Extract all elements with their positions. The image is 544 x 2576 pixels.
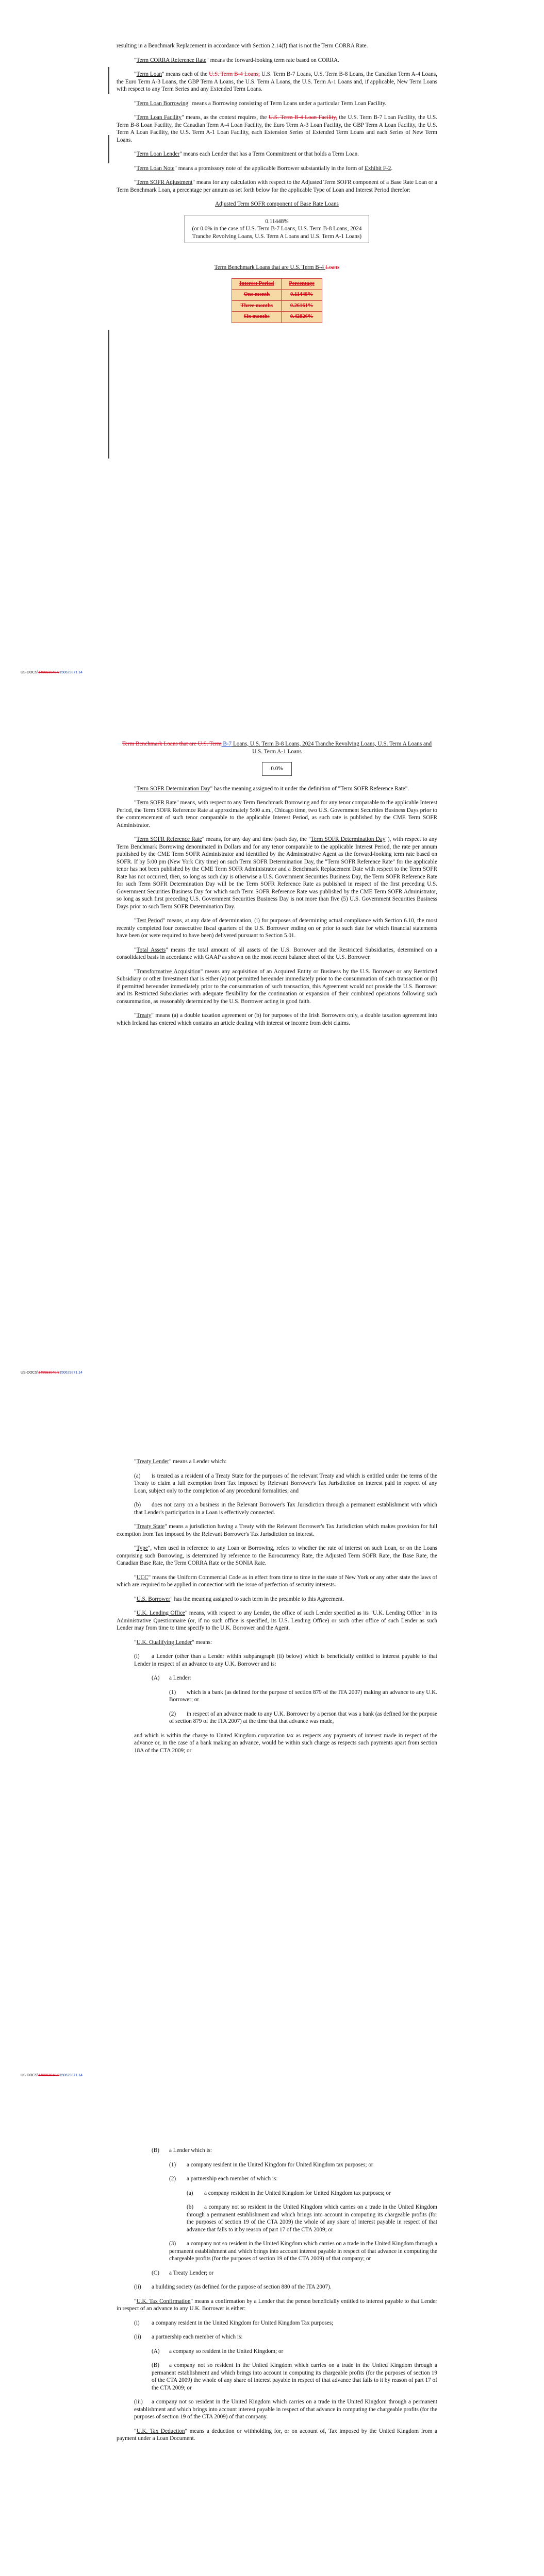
clause-b: (b) does not carry on a business in the Relevant Borrower's Tax Jurisdiction through a permanent establishment with which that Lender's participation in a Loan is effectively connected. (134, 1502, 437, 1516)
change-bar (108, 330, 109, 459)
benchmark-table-wrap (117, 278, 437, 323)
doc-footer: US-DOCS\145593040.9150629871.14 (21, 671, 83, 674)
definition-us-borrower: "U.S. Borrower" has the meaning assigned to such term in the preamble to this Agreement. (134, 1596, 344, 1602)
confirmation-B: (B) a company not so resident in the United Kingdom which carries on a trade in the United Kingdom through a permanent establishment and which brings into account in computing its chargeable profits (for the purposes of section 19 of the CTA 2009) the whole of any share of interest payable in respect of that advance that falls to it by reason of part 17 of the CTA 2009; or (152, 2362, 437, 2391)
definition-term-sofr-adjustment: "Term SOFR Adjustment" means for any calculation with respect to the Adjusted Term SOFR component of a Base Rate Loan or a Term Benchmark Loan, a percentage per annum as set forth below for the applicable Type of Loan and Interest Period therefor: (117, 179, 437, 193)
table-header: Interest Period (232, 278, 282, 290)
page-1 (0, 0, 544, 701)
adjustment-box (185, 215, 369, 244)
table-header-row (232, 278, 322, 290)
clause-a: (a) is treated as a resident of a Treaty State for the purposes of the relevant Treaty and which is entitled under the terms of the Treaty to claim a full exemption from Tax imposed by Relevant Borrower's Tax Jurisdiction on interest paid in respect of any Loan, subject only to the completion of any procedural formalities; and (134, 1472, 437, 1494)
definition-test-period: "Test Period" means, at any date of determination, (i) for purposes of determining actual compliance with Section 6.10, the most recently completed four consecutive fiscal quarters of the U.S. Borrower ending on or prior to such date for which financial statements have been (or were required to have been) delivered pursuant to Section 5.01. (117, 918, 437, 939)
clause-2: (2) in respect of an advance made to any U.K. Borrower by a person that was a bank (as defined for the purpose of section 879 of the ITA 2007) at the time that that advance was made, (169, 1710, 437, 1724)
page-3 (0, 1406, 544, 2110)
definition-treaty-state: "Treaty State" means a jurisdiction having a Treaty with the Relevant Borrower's Tax Jurisdiction which makes provision for full exemption from Tax imposed by the Relevant Borrower's Tax Jurisdiction on interest. (117, 1523, 437, 1537)
adjustment-box-wrap (117, 215, 437, 244)
adjustment-value: 0.11448% (265, 218, 289, 225)
definition-treaty-lender: "Treaty Lender" means a Lender which: (134, 1459, 227, 1465)
benchmark-table (232, 278, 322, 323)
definition-uk-qualifying-lender: "U.K. Qualifying Lender" means: (134, 1639, 212, 1646)
page-2-text (117, 740, 437, 1033)
definition-total-assets: "Total Assets" means the total amount of all assets of the U.S. Borrower and the Restricted Subsidiaries, determined on a consolidated basis in accordance with GAAP as shown on the most recent balance sheet of the U.S. Borrower. (117, 946, 437, 960)
table-row (232, 290, 322, 301)
confirmation-iii: (iii) a company not so resident in the United Kingdom which carries on a trade in the United Kingdom through a permanent establishment and which brings into account interest payable in respect of that advance in computing the chargeable profits (for the purposes of section 19 of the CTA 2009) of that company. (134, 2399, 437, 2420)
clause-tail: and which is within the charge to United Kingdom corporation tax as respects any payments of interest made in respect of the advance or, in the case of a bank making an advance, would be within such charge as respects such payments apart from section 18A of the CTA 2009; or (134, 1732, 437, 1754)
change-bar (108, 135, 109, 163)
clause-B2: (2) a partnership each member of which is: (169, 2176, 278, 2182)
definition-ucc: "UCC" means the Uniform Commercial Code as in effect from time to time in the state of New York or any other state the laws of which are required to be applied in connection with the issue of perfection of security interests. (117, 1574, 437, 1588)
table-cell: One month (232, 290, 282, 301)
benchmark-heading: Term Benchmark Loans that are U.S. Term B-4 Loans (214, 264, 340, 270)
table-cell: 0.42826% (282, 312, 322, 323)
table-cell: 0.11448% (282, 290, 322, 301)
change-bar (108, 67, 109, 94)
adjustment-note: (or 0.0% in the case of U.S. Term B-7 Loans, U.S. Term B-8 Loans, 2024 Tranche Revolving Loans, U.S. Term A Loans and U.S. Term A-1 Loans) (192, 226, 362, 240)
clause-B: (B) a Lender which is: (152, 2147, 212, 2154)
clause-Bb: (b) a company not so resident in the United Kingdom which carries on a trade in the United Kingdom through a permanent establishment and which brings into account in computing its chargeable profits (for the purposes of section 19 of the CTA 2009) the whole of any share of interest payable in respect of that advance that falls to it by reason of part 17 of the CTA 2009; or (187, 2204, 437, 2233)
definition-term-sofr-reference-rate: "Term SOFR Reference Rate" means, for any day and time (such day, the "Term SOFR Determination Day"), with respect to any Term Benchmark Borrowing denominated in Dollars and for any tenor comparable to the applicable Interest Period, the rate per annum published by the CME Term SOFR Administrator and identified by the Administrative Agent as the forward-looking term rate based on SOFR. If by 5:00 pm (New York City time) on such Term SOFR Determination Day, the "Term SOFR Reference Rate" for the applicable tenor has not been published by the CME Term SOFR Administrator and a Benchmark Replacement Date with respect to the Term SOFR Rate has not occurred, then, so long as such day is otherwise a U.S. Government Securities Business Day, the Term SOFR Reference Rate for such Term SOFR Determination Day will be the Term SOFR Reference Rate as published in respect of the first preceding U.S. Government Securities Business Day for which such Term SOFR Reference Rate was published by the CME Term SOFR Administrator, so long as such first preceding U.S. Government Securities Business Day is not more than five (5) U.S. Government Securities Business Days prior to such Term SOFR Determination Day. (117, 836, 437, 910)
page-4-text (117, 2147, 437, 2449)
rate-box-wrap (117, 762, 437, 776)
page-3-text (117, 1458, 437, 1761)
definition-term-sofr-determination-day: "Term SOFR Determination Day" has the meaning assigned to it under the definition of "Term SOFR Reference Rate". (134, 785, 409, 792)
rate-box: 0.0% (262, 762, 292, 776)
clause-1: (1) which is a bank (as defined for the purpose of section 879 of the ITA 2007) making an advance to any U.K. Borrower; or (169, 1689, 437, 1703)
definition-uk-lending-office: "U.K. Lending Office" means, with respect to any Lender, the office of such Lender specified as its "U.K. Lending Office" in its Administrative Questionnaire (or, if no such office is specified, its U.S. Lending Office) or such other office of such Lender as such Lender may from time to time specify to the U.K. Borrower and the Agent. (117, 1610, 437, 1631)
confirmation-A: (A) a company so resident in the United Kingdom; or (152, 2348, 284, 2354)
confirmation-ii: (ii) a partnership each member of which is: (134, 2334, 243, 2340)
table-cell: 0.26161% (282, 300, 322, 312)
definition-type: "Type", when used in reference to any Loan or Borrowing, refers to whether the rate of interest on such Loan, or on the Loans comprising such Borrowing, is determined by reference to the Eurocurrency Rate, the Adjusted Term SOFR Rate, the Base Rate, the Canadian Base Rate, the Term CORRA Rate or the SONIA Rate. (117, 1545, 437, 1566)
table-header: Percentage (282, 278, 322, 290)
clause-B3: (3) a company not so resident in the United Kingdom which carries on a trade in the United Kingdom through a permanent establishment and which brings into account interest payable in respect of that advance in computing the chargeable profits (for the purposes of section 19 of the CTA 2009) of that company; or (169, 2241, 437, 2262)
doc-footer: US-DOCS\145593040.9150629871.14 (21, 2074, 83, 2077)
table-row (232, 300, 322, 312)
confirmation-i: (i) a company resident in the United Kingdom for United Kingdom Tax purposes; (134, 2319, 334, 2326)
page-1-text (117, 42, 437, 323)
definition-term-loan-facility: "Term Loan Facility" means, as the context requires, the U.S. Term B-4 Loan Facility, the U.S. Term B-7 Loan Facility, the U.S. Term B-8 Loan Facility, the Canadian Term A-4 Loan Facility, the Euro Term A-3 Loan Facility, the GBP Term A Loan Facility, the U.S. Term A Loan Facility, the U.S. Term A-1 Loan Facility, each Extension Series of Extended Term Loans and each Series of New Term Loans. (117, 114, 438, 143)
benchmark-heading-2: Term Benchmark Loans that are U.S. Term B-7 Loans, U.S. Term B-8 Loans, 2024 Tranche Revolving Loans, U.S. Term A Loans and U.S. Term A-1 Loans (122, 741, 432, 755)
clause-ii: (ii) a building society (as defined for the purpose of section 880 of the ITA 2007). (134, 2284, 332, 2290)
intro-paragraph: resulting in a Benchmark Replacement in accordance with Section 2.14(f) that is not the Term CORRA Rate. (117, 43, 368, 49)
definition-term-loan-note: "Term Loan Note" means a promissory note of the applicable Borrower substantially in the form of Exhibit F-2. (134, 165, 393, 172)
definition-term-loan-borrowing: "Term Loan Borrowing" means a Borrowing consisting of Term Loans under a particular Term Loan Facility. (134, 100, 387, 107)
definition-term-loan-lender: "Term Loan Lender" means each Lender that has a Term Commitment or that holds a Term Loan. (134, 151, 359, 157)
definition-term-sofr-rate: "Term SOFR Rate" means, with respect to any Term Benchmark Borrowing and for any tenor comparable to the applicable Interest Period, the Term SOFR Reference Rate at approximately 5:00 a.m., Chicago time, two U.S. Government Securities Business Days prior to the commencement of such tenor comparable to the applicable Interest Period, as such rate is published by the CME Term SOFR Administrator. (117, 800, 437, 828)
page-4 (0, 2110, 544, 2576)
definition-transformative-acquisition: "Transformative Acquisition" means any acquisition of an Acquired Entity or Business by the U.S. Borrower or any Restricted Subsidiary or other Investment that is either (a) not permitted hereunder immediately prior to the consummation of such transaction or (b) if permitted hereunder immediately prior to the consummation of such transaction, this Agreement would not provide the U.S. Borrower and its Restricted Subsidiaries with adequate flexibility for the continuation or expansion of their combined operations following such consummation, as reasonably determined by the U.S. Borrower acting in good faith. (117, 968, 437, 1005)
clause-B1: (1) a company resident in the United Kingdom for United Kingdom tax purposes; or (169, 2161, 373, 2168)
adjusted-term-sofr-heading: Adjusted Term SOFR component of Base Rate Loans (215, 201, 339, 207)
clause-C: (C) a Treaty Lender; or (152, 2269, 214, 2276)
definition-treaty: "Treaty" means (a) a double taxation agreement or (b) for purposes of the Irish Borrowers only, a double taxation agreement into which Ireland has entered which contains an article dealing with interest or income from debt claims. (117, 1012, 437, 1026)
definition-uk-tax-deduction: "U.K. Tax Deduction" means a deduction or withholding for, or on account of, Tax imposed by the United Kingdom from a payment under a Loan Document. (117, 2428, 438, 2442)
doc-footer: US-DOCS\145593040.9150629871.14 (21, 1371, 83, 1375)
page-2 (0, 703, 544, 1406)
definition-term-corra-reference: "Term CORRA Reference Rate" means the forward-looking term rate based on CORRA. (134, 57, 339, 63)
clause-i: (i) a Lender (other than a Lender within subparagraph (ii) below) which is beneficially entitled to interest payable to that Lender in respect of an advance to any U.K. Borrower and is: (134, 1653, 437, 1667)
definition-term-loan: "Term Loan" means each of the U.S. Term B-4 Loans, U.S. Term B-7 Loans, U.S. Term B-8 Loans, the Canadian Term A-4 Loans, the Euro Term A-3 Loans, the GBP Term A Loans, the U.S. Term A Loans, the U.S. Term A-1 Loans and, if applicable, New Term Loans with respect to any Term Series and any Extended Term Loans. (117, 71, 437, 92)
table-cell: Six months (232, 312, 282, 323)
definition-uk-tax-confirmation: "U.K. Tax Confirmation" means a confirmation by a Lender that the person beneficially entitled to interest payable to that Lender in respect of an advance to any U.K. Borrower is either: (117, 2298, 437, 2312)
table-row (232, 312, 322, 323)
exhibit-link[interactable]: Exhibit F-2 (365, 165, 391, 172)
clause-Ba: (a) a company resident in the United Kingdom for United Kingdom tax purposes; or (187, 2190, 391, 2196)
table-cell: Three months (232, 300, 282, 312)
clause-A: (A) a Lender: (152, 1675, 191, 1681)
